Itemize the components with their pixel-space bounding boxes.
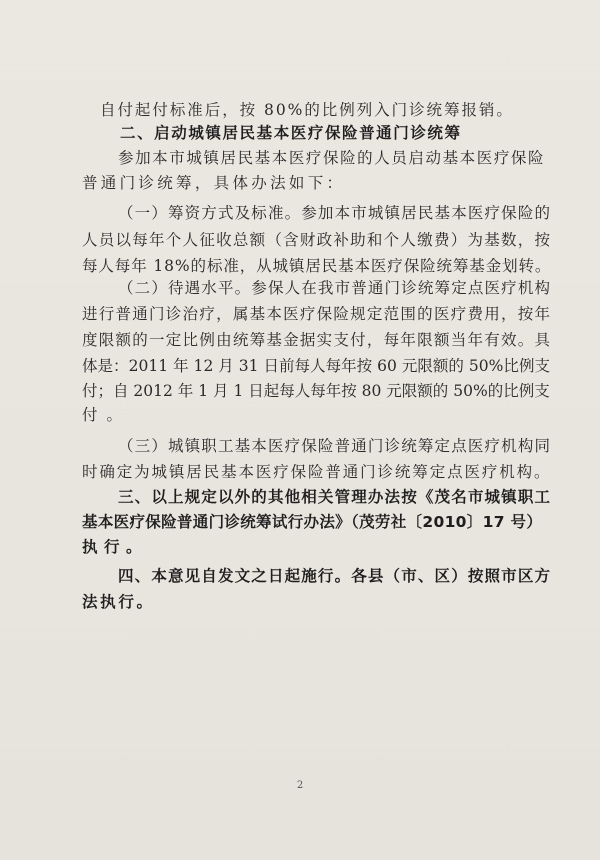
text-line: 度限额的一定比例由统筹基金据实支付，每年限额当年有效。具	[82, 331, 552, 349]
text-line: 每人每年 18%的标准，从城镇居民基本医疗保险统筹基金划转。	[82, 257, 552, 275]
section-heading-continued: 法执行。	[82, 593, 155, 611]
text-line: 时确定为城镇居民基本医疗保险普通门诊统筹定点医疗机构。	[82, 463, 552, 481]
text-line: 进行普通门诊治疗，属基本医疗保险规定范围的医疗费用，按年	[82, 305, 552, 323]
text-line: 自付起付标准后，按 80%的比例列入门诊统筹报销。	[100, 101, 514, 119]
text-line: 人员以每年个人征收总额（含财政补助和个人缴费）为基数，按	[82, 231, 552, 249]
text-line: 体是：2011 年 12 月 31 日前每人每年按 60 元限额的 50%比例支	[82, 357, 551, 375]
section-heading: 四、本意见自发文之日起施行。各县（市、区）按照市区方	[118, 567, 552, 585]
text-line: 普通门诊统筹，具体办法如下：	[82, 174, 346, 192]
text-line: 付。	[82, 406, 132, 424]
text-line: （二）待遇水平。参保人在我市普通门诊统筹定点医疗机构	[118, 279, 552, 297]
section-heading-continued: 基本医疗保险普通门诊统筹试行办法》（茂劳社〔2010〕17 号）	[82, 513, 543, 531]
text-line: 参加本市城镇居民基本医疗保险的人员启动基本医疗保险	[118, 149, 546, 167]
section-heading-continued: 执行。	[82, 538, 149, 556]
section-heading: 二、启动城镇居民基本医疗保险普通门诊统筹	[120, 124, 462, 142]
page-number: 2	[296, 780, 304, 791]
section-heading: 三、以上规定以外的其他相关管理办法按《茂名市城镇职工	[118, 488, 552, 506]
text-line: 付；自 2012 年 1 月 1 日起每人每年按 80 元限额的 50%的比例支	[82, 382, 550, 400]
text-line: （一）筹资方式及标准。参加本市城镇居民基本医疗保险的	[118, 204, 552, 222]
text-line: （三）城镇职工基本医疗保险普通门诊统筹定点医疗机构同	[118, 437, 552, 455]
